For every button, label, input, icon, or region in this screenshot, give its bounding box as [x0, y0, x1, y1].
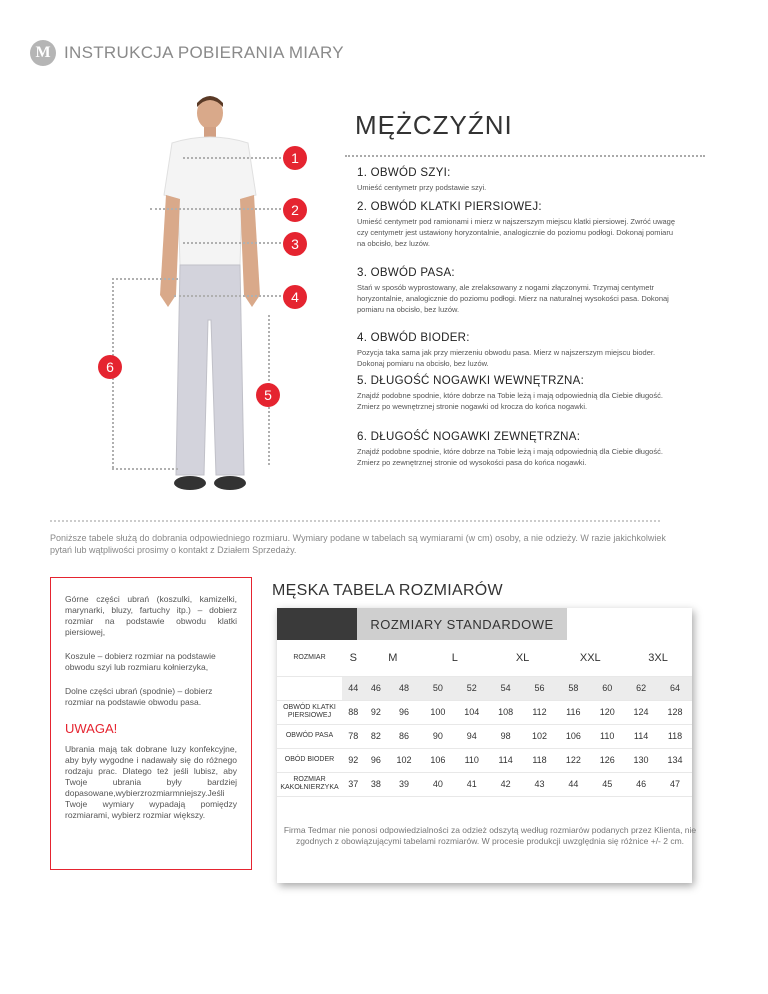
table-cell: 90 [421, 724, 455, 748]
table-cell: 62 [624, 676, 658, 700]
section-divider [50, 520, 660, 522]
measurement-desc: Pozycja taka sama jak przy mierzeniu obwodu pasa. Mierz w najszerszym miejscu bioder. Dokonaj pomiaru na obcisło, bez luzów. [357, 348, 656, 368]
brand-logo: M [30, 40, 56, 66]
badge-3: 3 [283, 232, 307, 256]
table-cell: 40 [421, 772, 455, 796]
table-cell: 41 [455, 772, 489, 796]
measurement-hips [357, 332, 677, 369]
table-cell: 118 [658, 724, 692, 748]
table-cell: 38 [365, 772, 388, 796]
table-cell: 92 [365, 700, 388, 724]
table-cell: 134 [658, 748, 692, 772]
table-cell: 42 [489, 772, 523, 796]
table-cell: 78 [342, 724, 365, 748]
table-row [277, 724, 692, 748]
table-cell: 64 [658, 676, 692, 700]
measurement-desc: Stań w sposób wyprostowany, ale zrelaksowany z nogami złączonymi. Trzymaj centymetr horyzontalnie, analogicznie do poziomu podłogi. Mierz na naturalnej wysokości pasa. Dokonaj pomiaru na obcisło, bez luzów. [357, 283, 669, 314]
table-cell: 130 [624, 748, 658, 772]
warning-title: UWAGA! [65, 721, 118, 736]
table-cell: 37 [342, 772, 365, 796]
table-cell: 48 [387, 676, 421, 700]
size-m: M [365, 640, 421, 676]
table-cell: 45 [590, 772, 624, 796]
guidance-shirts: Koszule – dobierz rozmiar na podstawie obwodu szyi lub rozmiaru kołnierzyka, [65, 651, 216, 672]
table-cell: 96 [365, 748, 388, 772]
table-cell: 94 [455, 724, 489, 748]
table-cell: 52 [455, 676, 489, 700]
size-xl: XL [489, 640, 557, 676]
table-cell: 100 [421, 700, 455, 724]
measurement-title: 6. DŁUGOŚĆ NOGAWKI ZEWNĘTRZNA: [357, 431, 581, 443]
measurement-inseam [357, 375, 677, 412]
table-cell: 60 [590, 676, 624, 700]
measurement-title: 4. OBWÓD BIODER: [357, 332, 470, 344]
badge-4: 4 [283, 285, 307, 309]
size-table [277, 640, 692, 797]
table-cell: 114 [624, 724, 658, 748]
table-row [277, 748, 692, 772]
size-s: S [342, 640, 365, 676]
row-label: OBWÓD KLATKI PIERSIOWEJ [277, 700, 342, 724]
table-cell: 43 [523, 772, 557, 796]
table-cell: 122 [556, 748, 590, 772]
table-cell: 39 [387, 772, 421, 796]
hips-guide-line [174, 295, 293, 297]
table-row [277, 700, 692, 724]
table-cell: 106 [421, 748, 455, 772]
guidance-trousers: Dolne części ubrań (spodnie) – dobierz rozmiar na podstawie obwodu pasa. [65, 686, 213, 707]
row-label: OBWÓD PASA [277, 724, 342, 748]
table-cell: 46 [365, 676, 388, 700]
table-cell: 82 [365, 724, 388, 748]
table-cell: 44 [556, 772, 590, 796]
table-cell: 120 [590, 700, 624, 724]
measurement-neck [357, 167, 677, 193]
table-cell: 46 [624, 772, 658, 796]
header-title: INSTRUKCJA POBIERANIA MIARY [64, 43, 344, 62]
measurement-desc: Umieść centymetr pod ramionami i mierz w najszerszym miejscu klatki piersiowej. Zwróć uwagę czy centymetr jest ustawiony horyzontalnie, analogicznie do poziomu podłogi. Dokonaj pomiaru na obcisło, bez luzów. [357, 217, 676, 248]
outseam-bottom-line [112, 468, 178, 470]
size-xxl: XXL [556, 640, 624, 676]
chest-guide-line [150, 208, 293, 210]
measurement-desc: Znajdź podobne spodnie, które dobrze na Tobie leżą i mają odpowiednią dla Ciebie długość. Zmierz po zewnętrznej stronie od wysokości pasa do końca nogawki. [357, 447, 663, 467]
table-cell: 110 [590, 724, 624, 748]
table-cell: 108 [489, 700, 523, 724]
table-cell: 50 [421, 676, 455, 700]
page-header [30, 40, 344, 66]
measurement-waist [357, 267, 677, 315]
table-cell: 98 [489, 724, 523, 748]
guidance-tops: Górne części ubrań (koszulki, kamizelki, marynarki, bluzy, fartuchy itp.) – dobierz rozmiar na podstawie obwodu klatki piersiowej, [65, 594, 237, 637]
table-cell: 86 [387, 724, 421, 748]
table-row [277, 676, 692, 700]
table-cell: 96 [387, 700, 421, 724]
measurement-title: 5. DŁUGOŚĆ NOGAWKI WEWNĘTRZNA: [357, 375, 585, 387]
measurement-title: 1. OBWÓD SZYI: [357, 167, 451, 179]
table-cell: 106 [556, 724, 590, 748]
table-cell: 88 [342, 700, 365, 724]
disclaimer-text: Firma Tedmar nie ponosi odpowiedzialności za odzież odszytą według rozmiarów podanych przez Klienta, nie zgodnych z obowiązującymi tabelami rozmiarów. W procesie produkcji uwzględnia się różnice +/- 2 cm. [283, 825, 697, 846]
table-cell: 128 [658, 700, 692, 724]
table-cell: 104 [455, 700, 489, 724]
table-cell: 124 [624, 700, 658, 724]
table-cell: 112 [523, 700, 557, 724]
badge-1: 1 [283, 146, 307, 170]
table-cell: 110 [455, 748, 489, 772]
panel-dark-block [277, 608, 357, 640]
guidance-box [50, 577, 252, 870]
waist-guide-line [183, 242, 293, 244]
table-cell: 102 [523, 724, 557, 748]
size-l: L [421, 640, 489, 676]
table-cell: 56 [523, 676, 557, 700]
measurement-outseam [357, 431, 677, 468]
standard-sizes-header: ROZMIARY STANDARDOWE [357, 608, 567, 640]
size-3xl: 3XL [624, 640, 692, 676]
table-cell: 58 [556, 676, 590, 700]
row-label: OBÓD BIODER [277, 748, 342, 772]
table-cell: 116 [556, 700, 590, 724]
neck-guide-line [183, 157, 293, 159]
badge-2: 2 [283, 198, 307, 222]
table-row [277, 772, 692, 796]
table-cell: 92 [342, 748, 365, 772]
measurement-title: 3. OBWÓD PASA: [357, 267, 455, 279]
row-label: ROZMIAR KAKOŁNIERZYKA [277, 772, 342, 796]
table-cell: 54 [489, 676, 523, 700]
table-cell: 47 [658, 772, 692, 796]
table-row [277, 640, 692, 676]
warning-text: Ubrania mają tak dobrane luzy konfekcyjne, aby były wygodne i nadawały się do różnego rodzaju prac. Dlatego też jeśli lubisz, aby Twoje ubrania były bardziej dopasowane,wybierzrozmiarmniejszy.Jeśli Twoje wymiary wypadają pomiędzy rozmiarami, wybierz rozmiar większy. [65, 744, 237, 820]
table-cell: 114 [489, 748, 523, 772]
table-cell: 44 [342, 676, 365, 700]
table-cell: 126 [590, 748, 624, 772]
badge-5: 5 [256, 383, 280, 407]
measurement-desc: Umieść centymetr przy podstawie szyi. [357, 183, 487, 192]
title-divider [345, 155, 705, 157]
size-label: ROZMIAR [277, 640, 342, 676]
size-table-title: MĘSKA TABELA ROZMIARÓW [272, 582, 503, 599]
measurement-chest [357, 201, 677, 249]
section-title: MĘŻCZYŹNI [355, 110, 513, 140]
table-cell [277, 676, 342, 700]
table-cell: 118 [523, 748, 557, 772]
table-cell: 102 [387, 748, 421, 772]
badge-6: 6 [98, 355, 122, 379]
measurement-title: 2. OBWÓD KLATKI PIERSIOWEJ: [357, 201, 542, 213]
intro-text: Poniższe tabele służą do dobrania odpowiedniego rozmiaru. Wymiary podane w tabelach są wymiarami (w cm) osoby, a nie odzieży. W razie jakichkolwiek pytań lub wątpliwości prosimy o kontakt z Działem Sprzedaży. [50, 533, 666, 555]
outseam-top-line [112, 278, 178, 280]
measurement-desc: Znajdź podobne spodnie, które dobrze na Tobie leżą i mają odpowiednią dla Ciebie długość. Zmierz po wewnętrznej stronie nogawki od krocza do końca nogawki. [357, 391, 663, 411]
